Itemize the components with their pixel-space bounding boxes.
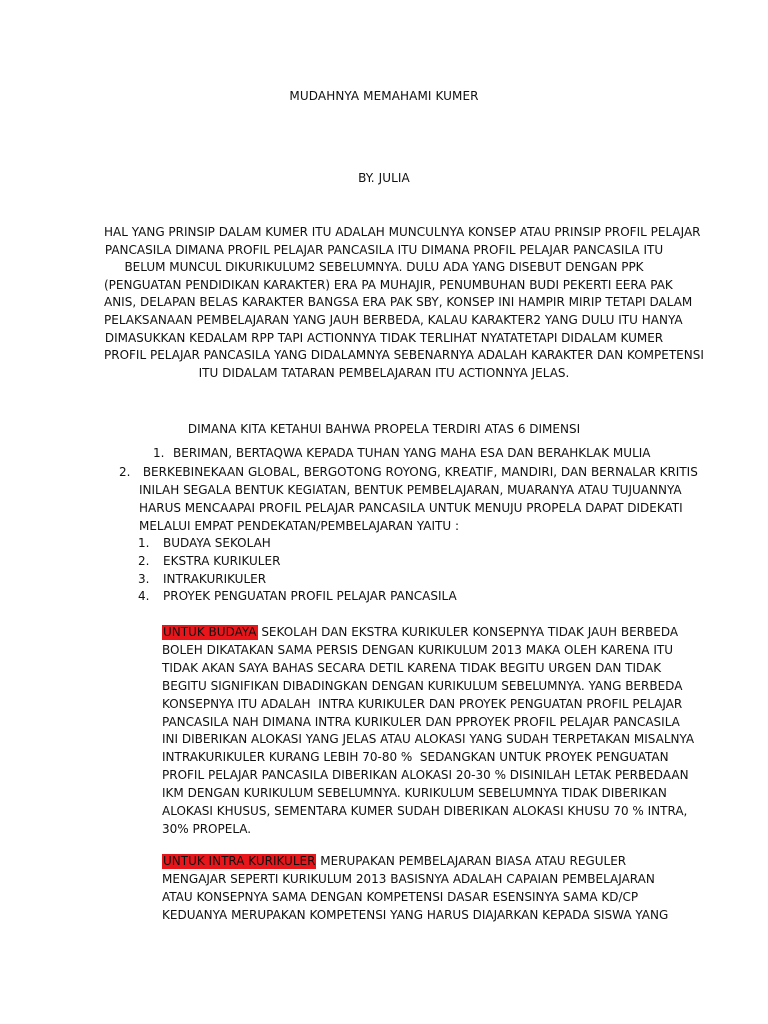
list-item-text: BUDAYA SEKOLAH (163, 536, 271, 550)
intro-line: ANIS, DELAPAN BELAS KARAKTER BANGSA ERA PAK SBY, KONSEP INI HAMPIR MIRIP TETAPI DALAM (104, 295, 693, 310)
intro-line: (PENGUATAN PENDIDIKAN KARAKTER) ERA PA MUHAJIR, PENUMBUHAN BUDI PEKERTI EERA PAK (104, 277, 673, 292)
list-item-text: PROYEK PENGUATAN PROFIL PELAJAR PANCASILA (163, 589, 457, 604)
list-item (138, 553, 457, 571)
intro-line: DIMASUKKAN KEDALAM RPP TAPI ACTIONNYA TIDAK TERLIHAT NYATATETAPI DIDALAM KUMER (104, 330, 664, 345)
paragraph-text: MERUPAKAN PEMBELAJARAN BIASA ATAU REGULER (316, 854, 627, 868)
paragraph-line: ATAU KONSEPNYA SAMA DENGAN KOMPETENSI DASAR ESENSINYA SAMA KD/CP (162, 889, 639, 904)
paragraph-line: KONSEPNYA ITU ADALAH INTRA KURIKULER DAN PROYEK PENGUATAN PROFIL PELAJAR (162, 696, 683, 711)
paragraph-line: ALOKASI KHUSUS, SEMENTARA KUMER SUDAH DIBERIKAN ALOKASI KHUSU 70 % INTRA, (162, 804, 688, 819)
paragraph-line: PANCASILA NAH DIMANA INTRA KURIKULER DAN PPROYEK PROFIL PELAJAR PANCASILA (162, 714, 680, 729)
list-number: 1. (153, 446, 165, 460)
document-author: BY. JULIA (358, 171, 410, 185)
list-item-text: MELALUI EMPAT PENDEKATAN/PEMBELAJARAN YAITU : (139, 519, 459, 533)
paragraph-line: MENGAJAR SEPERTI KURIKULUM 2013 BASISNYA ADALAH CAPAIAN PEMBELAJARAN (162, 871, 655, 886)
highlighted-phrase: UNTUK INTRA KURIKULER (163, 854, 316, 868)
list-item (138, 588, 457, 606)
paragraph-line: 30% PROPELA. (162, 821, 252, 836)
intro-line: HAL YANG PRINSIP DALAM KUMER ITU ADALAH MUNCULNYA KONSEP ATAU PRINSIP PROFIL PELAJAR (104, 225, 701, 239)
list-item-text: BERKEBINEKAAN GLOBAL, BERGOTONG ROYONG, KREATIF, MANDIRI, DAN BERNALAR KRITIS (139, 465, 698, 479)
paragraph-line: INTRAKURIKULER KURANG LEBIH 70-80 % SEDANGKAN UNTUK PROYEK PENGUATAN (162, 750, 669, 765)
dimension-heading: DIMANA KITA KETAHUI BAHWA PROPELA TERDIRI ATAS 6 DIMENSI (187, 422, 581, 436)
paragraph-line: IKM DENGAN KURIKULUM SEBELUMNYA. KURIKULUM SEBELUMNYA TIDAK DIBERIKAN (162, 786, 667, 801)
list-number: 2. (138, 553, 150, 568)
paragraph-text: SEKOLAH DAN EKSTRA KURIKULER KONSEPNYA TIDAK JAUH BERBEDA (257, 625, 679, 639)
intro-line: ITU DIDALAM TATARAN PEMBELAJARAN ITU ACTIONNYA JELAS. (198, 365, 570, 380)
paragraph-line: KEDUANYA MERUPAKAN KOMPETENSI YANG HARUS DIAJARKAN KEPADA SISWA YANG (162, 907, 669, 922)
highlighted-phrase: UNTUK BUDAYA (163, 625, 257, 639)
intro-line: BELUM MUNCUL DIKURIKULUM2 SEBELUMNYA. DULU ADA YANG DISEBUT DENGAN PPK (124, 260, 644, 275)
paragraph-budaya (162, 624, 695, 839)
paragraph-line: PROFIL PELAJAR PANCASILA DIBERIKAN ALOKASI 20-30 % DISINILAH LETAK PERBEDAAN (162, 768, 689, 783)
list-item-text: EKSTRA KURIKULER (163, 553, 281, 568)
dimension-list-item (153, 446, 651, 460)
list-item-text: INILAH SEGALA BENTUK KEGIATAN, BENTUK PEMBELAJARAN, MUARANYA ATAU TUJUANNYA (139, 483, 682, 497)
list-item-text: HARUS MENCAAPAI PROFIL PELAJAR PANCASILA UNTUK MENUJU PROPELA DAPAT DIDEKATI (139, 501, 683, 515)
list-number: 4. (138, 589, 150, 604)
intro-line: PANCASILA DIMANA PROFIL PELAJAR PANCASILA ITU DIMANA PROFIL PELAJAR PANCASILA ITU (104, 242, 664, 257)
approach-list (138, 535, 457, 606)
document-title: MUDAHNYA MEMAHAMI KUMER (289, 89, 479, 103)
intro-paragraph (104, 224, 704, 382)
paragraph-line: TIDAK AKAN SAYA BAHAS SECARA DETIL KARENA TIDAK BEGITU URGEN DAN TIDAK (162, 660, 662, 675)
list-number: 3. (138, 571, 150, 586)
paragraph-intra-kurikuler (162, 853, 682, 925)
paragraph-line: INI DIBERIKAN ALOKASI YANG JELAS ATAU ALOKASI YANG SUDAH TERPETAKAN MISALNYA (162, 732, 695, 747)
intro-line: PROFIL PELAJAR PANCASILA YANG DIDALAMNYA SEBENARNYA ADALAH KARAKTER DAN KOMPETENSI (104, 348, 704, 363)
list-number: 2. (119, 465, 131, 479)
paragraph-line (162, 853, 682, 871)
list-item (138, 571, 457, 589)
list-number: 1. (138, 536, 150, 550)
paragraph-line (162, 624, 682, 642)
list-item (138, 535, 457, 553)
list-item-text: INTRAKURIKULER (163, 571, 267, 586)
paragraph-line: BEGITU SIGNIFIKAN DIBADINGKAN DENGAN KURIKULUM SEBELUMNYA. YANG BERBEDA (162, 678, 683, 693)
intro-line: PELAKSANAAN PEMBELAJARAN YANG JAUH BERBEDA, KALAU KARAKTER2 YANG DULU ITU HANYA (104, 312, 683, 327)
paragraph-line: BOLEH DIKATAKAN SAMA PERSIS DENGAN KURIKULUM 2013 MAKA OLEH KARENA ITU (162, 642, 673, 657)
list-item-text: BERIMAN, BERTAQWA KEPADA TUHAN YANG MAHA ESA DAN BERAHKLAK MULIA (173, 446, 651, 460)
